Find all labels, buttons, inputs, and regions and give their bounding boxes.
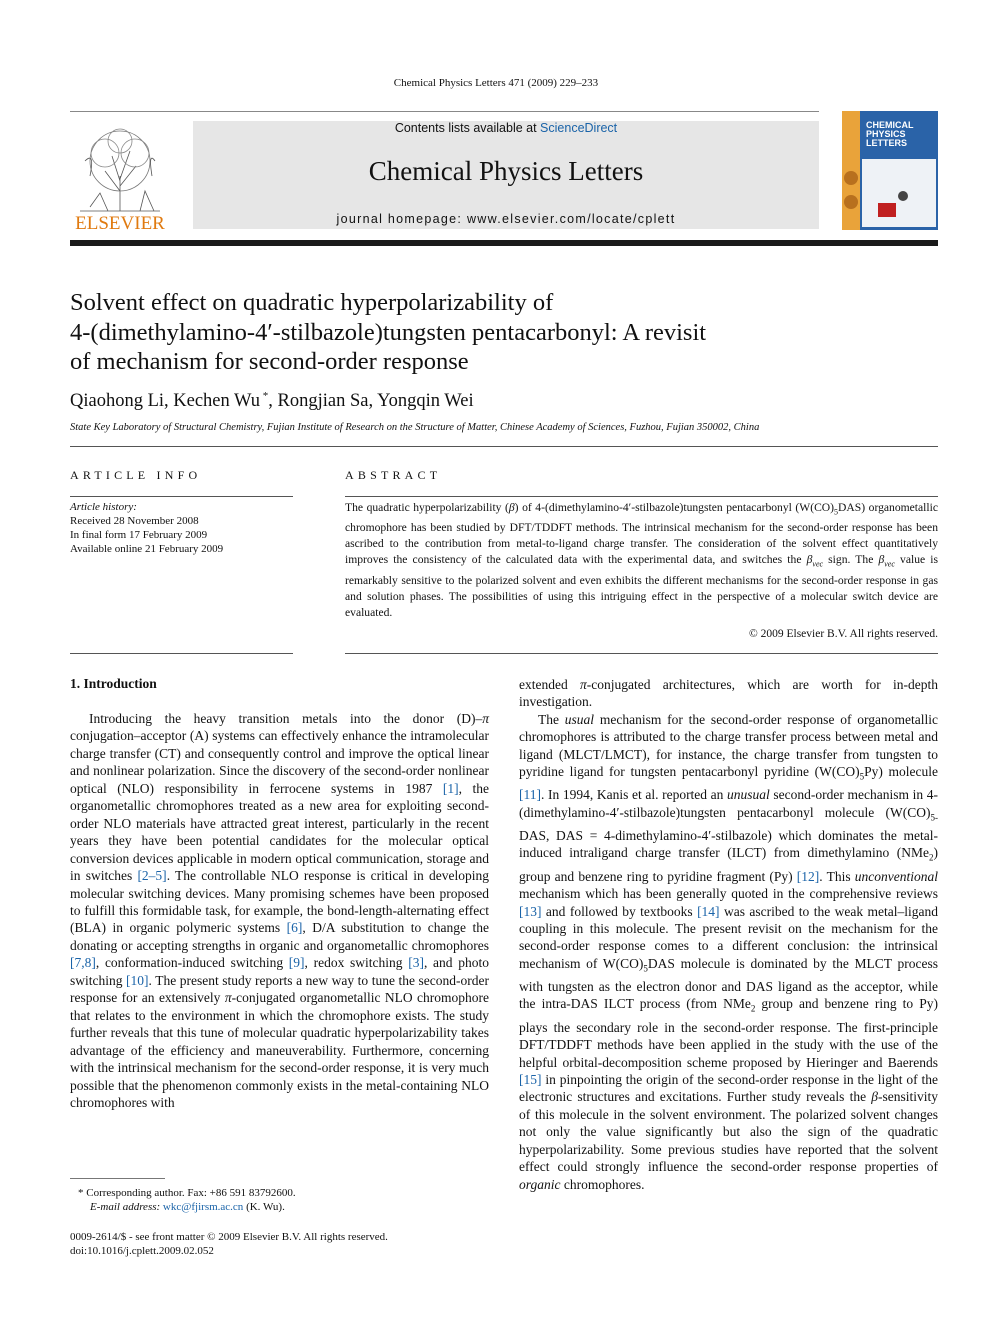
journal-homepage[interactable]: journal homepage: www.elsevier.com/locate/cplett bbox=[336, 212, 676, 226]
ref-12[interactable]: [12] bbox=[796, 868, 820, 884]
ref-2-5[interactable]: [2–5] bbox=[137, 868, 167, 884]
article-info-rule bbox=[70, 496, 293, 497]
contents-prefix: Contents lists available at bbox=[394, 121, 541, 135]
ref-15[interactable]: [15] bbox=[519, 1071, 542, 1087]
article-info-bottom-rule bbox=[70, 653, 293, 654]
ref-9[interactable]: [9] bbox=[288, 955, 305, 971]
email-link[interactable]: wkc@fjirsm.ac.cn bbox=[162, 1201, 244, 1213]
ref-7-8[interactable]: [7,8] bbox=[70, 955, 96, 971]
left-column-body bbox=[70, 710, 489, 1111]
header-thick-rule bbox=[70, 240, 938, 246]
authors-rest: , Rongjian Sa, Yongqin Wei bbox=[268, 391, 474, 412]
introduction-heading: 1. Introduction bbox=[70, 676, 157, 691]
ref-1[interactable]: [1] bbox=[442, 780, 459, 796]
ref-13[interactable]: [13] bbox=[519, 903, 542, 919]
sciencedirect-link[interactable]: ScienceDirect bbox=[540, 121, 618, 135]
intro-paragraph-1-cont: extended π-conjugated architectures, which are worth for in-depth investigation. bbox=[519, 677, 938, 710]
affiliation-rule bbox=[70, 446, 938, 447]
doi-line[interactable]: doi:10.1016/j.cplett.2009.02.052 bbox=[70, 1245, 214, 1257]
cover-title-1: CHEMICAL bbox=[866, 120, 914, 130]
author-list bbox=[70, 390, 474, 412]
issn-line: 0009-2614/$ - see front matter © 2009 Elsevier B.V. All rights reserved. bbox=[70, 1231, 388, 1243]
abstract-bottom-rule bbox=[345, 653, 938, 654]
intro-paragraph-1: Introducing the heavy transition metals into the donor (D)–π conjugation–acceptor (A) systems can effectively enhance the intramolecular charge transfer (CT) and consequently control and improve the optical linear and nonlinear polarization. Since the discovery of the second-order nonlinear optical (NLO) responsibility in ferrocene systems in 1987 [1], the organometallic chromophores treated as a new area for exploiting second-order NLO materials have attracted great interest, particularly in the recent years they have been potential candidates for the molecular optical conversion devices applicable in modern optical communication, storage and in switches [2–5]. The controllable NLO response is critical in developing molecular switching devices. Many promising schemes have been proposed to fulfill this formidable task, for example, the bond-length-alternating effect (BLA) in organic polymeric systems [6], D/A substitution to change the donating or accepting strengths in organic and organometallic chromophores [7,8], conformation-induced switching [9], redox switching [3], and photo switching [10]. The present study reports a new way to tune the second-order response for an extensively π-conjugated organometallic NLO chromophore that relates to the environment in which the chromophore exists. The study further reveals that this tune of molecular quadratic hyperpolarizability takes advantage of the efficiency and maneuverability. Furthermore, concerning with the intrinsical mechanism for the second-order response, it is very much possible that the phenomenon commonly exists in the metal-containing NLO chromophores with bbox=[70, 711, 490, 1110]
affiliation: State Key Laboratory of Structural Chemistry, Fujian Institute of Research on the Structure of Matter, Chinese Academy of Sciences, Fuzhou, Fujian 350002, China bbox=[70, 422, 760, 433]
cover-title-3: LETTERS bbox=[866, 138, 908, 148]
abstract-text: The quadratic hyperpolarizability (β) of 4-(dimethylamino-4′-stilbazole)tungsten pentacarbonyl $(W(CO)_5DAS)$ organometallic chromophore has been studied by DFT/TDDFT methods. The intrinsical mechanism for the second-order response has been ascribed to the contribution from metal-to-ligand charge transfer. The consideration of the solvent effect quantitatively improves the consistency of the calculated data with the experimental data, and switches the $\beta_{vec}$ sign. The $\beta_{vec}$ value is remarkably sensitive to the polarized solvent and even exhibits the different mechanisms for the second-order response in gas and solution phases. The possibilities of using this intriguing effect in the perspective of a molecular switch device are evaluated. bbox=[345, 501, 938, 619]
ref-10[interactable]: [10] bbox=[126, 972, 149, 988]
journal-cover bbox=[842, 111, 938, 230]
abstract-rule bbox=[345, 496, 938, 497]
article-info-heading: ARTICLE INFO bbox=[70, 468, 202, 482]
abstract-heading: ABSTRACT bbox=[345, 468, 442, 482]
title-line-2: 4-(dimethylamino-4′-stilbazole)tungsten pentacarbonyl: A revisit bbox=[70, 318, 707, 346]
ref-3[interactable]: [3] bbox=[408, 955, 424, 971]
journal-name: Chemical Physics Letters bbox=[368, 156, 644, 186]
right-column-body bbox=[519, 676, 938, 1193]
received-date: Received 28 November 2008 bbox=[70, 515, 199, 527]
corresponding-mark[interactable]: * bbox=[260, 390, 269, 402]
svg-text:ELSEVIER: ELSEVIER bbox=[75, 213, 165, 233]
copyright-notice: © 2009 Elsevier B.V. All rights reserved. bbox=[749, 628, 938, 640]
email-after: (K. Wu). bbox=[243, 1201, 285, 1213]
authors-first: Qiaohong Li, Kechen Wu bbox=[70, 391, 261, 412]
header-rule bbox=[70, 111, 819, 112]
online-date: Available online 21 February 2009 bbox=[70, 543, 224, 555]
final-form-date: In final form 17 February 2009 bbox=[70, 529, 208, 541]
ref-11[interactable]: [11] bbox=[519, 787, 541, 803]
history-label: Article history: bbox=[70, 501, 137, 513]
footnote-rule bbox=[70, 1178, 165, 1179]
cover-title-2: PHYSICS bbox=[866, 129, 906, 139]
email-label: E-mail address: bbox=[90, 1201, 163, 1213]
contents-line bbox=[193, 121, 819, 135]
title-line-1: Solvent effect on quadratic hyperpolarizability of bbox=[70, 289, 554, 316]
intro-paragraph-2: The usual mechanism for the second-order response of organometallic chromophores is attributed to the charge transfer process between metal and ligand (MLCT/LMCT), for instance, the charge transfer from tungsten to pyridine ligand for tungsten pentacarbonyl pyridine $(W(CO)_5Py)$ molecule [11]. In 1994, Kanis et al. reported an unusual second-order mechanism in 4-(dimethylamino-4′-stilbazole)tungsten pentacarbonyl molecule ($W(CO)_{5-}$ DAS, DAS = 4-dimethylamino-4′-stilbazole) which dominates the metal-induced intraligand charge transfer (ILCT) from dimethylamino (NMe$_2$) group and benzene ring to pyridine fragment (Py) [12]. This unconventional mechanism which has been generally quoted in the comprehensive reviews [13] and followed by textbooks [14] was ascribed to the weak metal–ligand coupling in this molecule. The present revisit on the mechanism for the second-order response comes to a different conclusion: the intrinsical mechanism of $W(CO)_5DAS$ molecule is dominated by the MLCT process with tungsten as the electron donor and DAS ligand as the acceptor, while the intra-DAS ILCT process (from NMe$_2$ group and benzene ring to Py) plays the secondary role in the second-order response. The first-principle DFT/TDDFT methods have been applied in the study with the use of the helpful orbital-decomposition scheme proposed by Hieringer and Baerends [15] in pinpointing the origin of the second-order response in the light of the electronic structures and excitations. Further study reveals the β-sensitivity of this molecule in the solvent environment. The polarized solvent changes not only the value significantly but also the sign of the quadratic hyperpolarizability. Some previous studies have reported that the solvent effect could strongly influence the second-order response properties of organic chromophores. bbox=[519, 711, 939, 1192]
ref-14[interactable]: [14] bbox=[697, 903, 720, 919]
article-title bbox=[70, 288, 830, 377]
article-history bbox=[70, 500, 294, 556]
ref-6[interactable]: [6] bbox=[286, 920, 303, 936]
corresponding-footnote: * Corresponding author. Fax: +86 591 83792600. bbox=[78, 1187, 296, 1199]
title-line-3: of mechanism for second-order response bbox=[70, 348, 469, 375]
journal-citation: Chemical Physics Letters 471 (2009) 229–233 bbox=[393, 77, 599, 89]
elsevier-logo bbox=[70, 121, 170, 233]
email-footnote bbox=[90, 1201, 285, 1215]
